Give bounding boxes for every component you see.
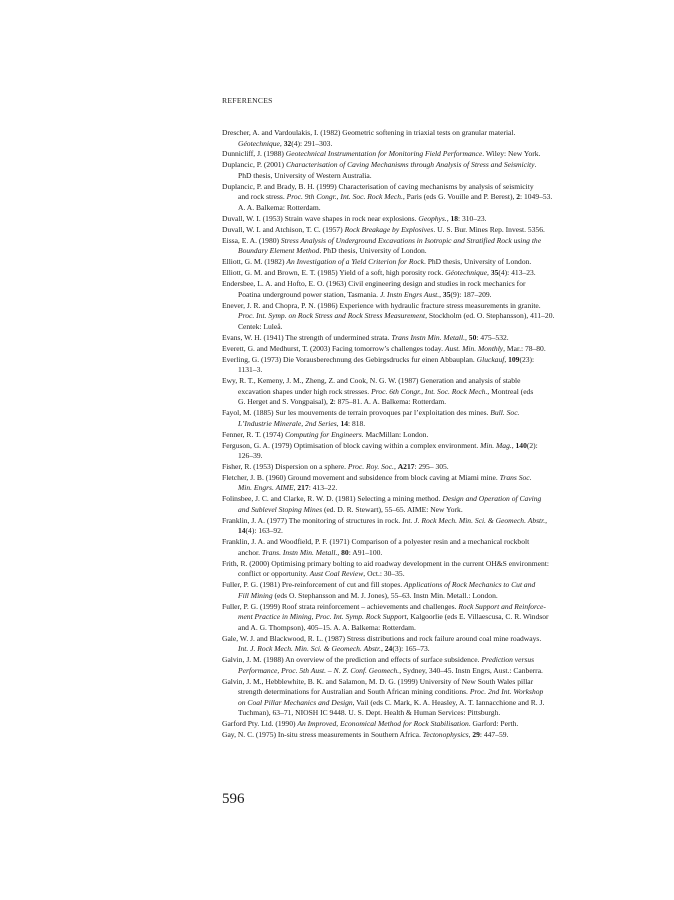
- reference-entry: [222, 257, 654, 268]
- reference-line: Drescher, A. and Vardoulakis, I. (1982) Geometric softening in triaxial tests on granular material.: [222, 128, 516, 137]
- reference-line: Fayol, M. (1885) Sur les mouvements de terrain provoques par l’exploitation des mines. Bull. Soc.: [222, 408, 520, 418]
- reference-line: Galvin, J. M. (1988) An overview of the prediction and effects of surface subsidence. Prediction versus: [222, 655, 535, 665]
- reference-entry: [222, 473, 654, 494]
- reference-line: Franklin, J. A. and Woodfield, P. F. (1971) Comparison of a polyester resin and a mechanical rockbolt: [222, 537, 530, 547]
- reference-entry: [222, 602, 654, 634]
- reference-line: and rock stress. Proc. 9th Congr., Int. Soc. Rock Mech., Paris (eds G. Vouille and P. Berest), 2: 1049–53.: [238, 192, 553, 202]
- reference-entry: [222, 214, 654, 225]
- reference-line: Fletcher, J. B. (1960) Ground movement and subsidence from block caving at Miami mine. Trans Soc.: [222, 472, 532, 482]
- reference-line: conflict or opportunity. Aust Coal Review, Oct.: 30–35.: [238, 569, 405, 579]
- reference-entry: [222, 225, 654, 236]
- reference-entry: [222, 268, 654, 279]
- reference-line: Enever, J. R. and Chopra, P. N. (1986) Experience with hydraulic fracture stress measurements in granite.: [222, 300, 541, 310]
- reference-line: Eissa, E. A. (1980) Stress Analysis of Underground Excavations in Isotropic and Stratified Rock using the: [222, 235, 542, 245]
- reference-line: Min. Engrs. AIME, 217: 413–22.: [238, 483, 338, 493]
- reference-line: ment Practice in Mining, Proc. Int. Symp. Rock Support, Kalgoorlie (eds E. Villaescusa, C. R. Windsor: [238, 612, 549, 622]
- reference-line: and A. G. Thompson), 405–15. A. A. Balkema: Rotterdam.: [238, 622, 416, 632]
- reference-line: Fill Mining (eds O. Stephansson and M. J. Jones), 55–63. Instn Min. Metall.: London.: [238, 590, 498, 600]
- reference-line: excavation shapes under high rock stresses. Proc. 6th Congr., Int. Soc. Rock Mech., Montreal (eds: [238, 386, 534, 396]
- reference-line: Proc. Int. Symp. on Rock Stress and Rock Stress Measurement, Stockholm (ed. O. Stephansson), 411–20.: [238, 311, 555, 321]
- reference-line: anchor. Trans. Instn Min. Metall., 80: A91–100.: [238, 547, 383, 557]
- reference-entry: [222, 580, 654, 601]
- reference-entry: [222, 494, 654, 515]
- reference-line: Géotechnique, 32(4): 291–303.: [238, 138, 333, 148]
- reference-entry: [222, 149, 654, 160]
- reference-entry: [222, 355, 654, 376]
- page-number: 596: [222, 791, 245, 807]
- reference-line: Elliott, G. M. (1982) An Investigation of a Yield Criterion for Rock. PhD thesis, University of London.: [222, 257, 532, 267]
- reference-line: Everling, G. (1973) Die Vorausberechnung des Gebirgsdrucks fur einen Abbauplan. Gluckauf, 109(23):: [222, 354, 535, 364]
- reference-line: Duvall, W. I. (1953) Strain wave shapes in rock near explosions. Geophys., 18: 310–23.: [222, 213, 487, 223]
- reference-entry: [222, 655, 654, 676]
- reference-entry: [222, 634, 654, 655]
- reference-line: Elliott, G. M. and Brown, E. T. (1985) Yield of a soft, high porosity rock. Géotechnique, 35(4): 413–23.: [222, 268, 536, 278]
- reference-entry: [222, 301, 654, 333]
- reference-line: Fuller, P. G. (1981) Pre-reinforcement of cut and fill stopes. Applications of Rock Mechanics to Cut and: [222, 580, 536, 590]
- reference-line: Folinsbee, J. C. and Clarke, R. W. D. (1981) Selecting a mining method. Design and Operation of Caving: [222, 494, 542, 504]
- reference-entry: [222, 537, 654, 558]
- reference-entry: [222, 516, 654, 537]
- reference-line: 14(4): 163–92.: [238, 526, 283, 536]
- reference-line: Frith, R. (2000) Optimising primary bolting to aid roadway development in the current OH&S environment:: [222, 558, 549, 568]
- reference-line: Centek: Luleå.: [238, 321, 283, 331]
- reference-line: Boundary Element Method. PhD thesis, University of London.: [238, 246, 427, 256]
- reference-entry: [222, 160, 654, 181]
- reference-line: Fuller, P. G. (1999) Roof strata reinforcement – achievements and challenges. Rock Support and Reinforce-: [222, 601, 546, 611]
- reference-entry: [222, 344, 654, 355]
- reference-line: Dunnicliff, J. (1988) Geotechnical Instrumentation for Monitoring Field Performance. Wiley: New York.: [222, 149, 541, 159]
- reference-line: L’Industrie Minerale, 2nd Series, 14: 818.: [238, 418, 366, 428]
- reference-entry: [222, 441, 654, 462]
- reference-line: Poatina underground power station, Tasmania. J. Instn Engrs Aust., 35(9): 187–209.: [238, 289, 492, 299]
- reference-entry: [222, 408, 654, 429]
- reference-line: Ferguson, G. A. (1979) Optimisation of block caving within a complex environment. Min. Mag., 140(2):: [222, 440, 538, 450]
- reference-line: Performance, Proc. 5th Aust. – N. Z. Conf. Geomech., Sydney, 340–45. Instn Engrs, Aust.: Canberra.: [238, 665, 543, 675]
- reference-line: Gay, N. C. (1975) In-situ stress measurements in Southern Africa. Tectonophysics, 29: 447–59.: [222, 730, 509, 740]
- reference-line: Fisher, R. (1953) Dispersion on a sphere. Proc. Roy. Soc., A217: 295– 305.: [222, 461, 449, 471]
- reference-line: 126–39.: [238, 451, 263, 461]
- reference-entry: [222, 719, 654, 730]
- reference-entry: [222, 376, 654, 408]
- reference-line: A. A. Balkema: Rotterdam.: [238, 203, 321, 212]
- reference-entry: [222, 730, 654, 741]
- reference-line: Franklin, J. A. (1977) The monitoring of structures in rock. Int. J. Rock Mech. Min. Sci. & Geomech. Abstr.,: [222, 515, 548, 525]
- reference-line: 1131–3.: [238, 365, 263, 375]
- reference-entry: [222, 236, 654, 257]
- reference-line: on Coal Pillar Mechanics and Design, Vail (eds C. Mark, K. A. Heasley, A. T. Iannacchione and R. J.: [238, 697, 545, 707]
- reference-line: Everett, G. and Medhurst, T. (2003) Facing tomorrow’s challenges today. Aust. Min. Monthly, Mar.: 78–80.: [222, 343, 546, 353]
- reference-line: strength determinations for Australian and South African mining conditions. Proc. 2nd Int. Workshop: [238, 687, 544, 697]
- reference-line: Galvin, J. M., Hebblewhite, B. K. and Salamon, M. D. G. (1999) University of New South Wales pillar: [222, 676, 534, 686]
- reference-entry: [222, 333, 654, 344]
- reference-entry: [222, 182, 654, 214]
- reference-line: Garford Pty. Ltd. (1990) An Improved, Economical Method for Rock Stabilisation. Garford: Perth.: [222, 719, 519, 729]
- running-head: REFERENCES: [222, 96, 273, 105]
- reference-entry: [222, 279, 654, 300]
- reference-line: Fenner, R. T. (1974) Computing for Engineers. MacMillan: London.: [222, 429, 429, 439]
- reference-line: Tuchman), 63–71, NIOSH IC 9448. U. S. Dept. Health & Human Services: Pittsburgh.: [238, 708, 501, 718]
- reference-line: Duplancic, P. (2001) Characterisation of Caving Mechanisms through Analysis of Stress and Seismicity.: [222, 160, 537, 170]
- reference-line: Duvall, W. I. and Atchison, T. C. (1957) Rock Breakage by Explosives. U. S. Bur. Mines Rep. Invest. 5356.: [222, 224, 545, 234]
- reference-line: and Sublevel Stoping Mines (ed. D. R. Stewart), 55–65. AIME: New York.: [238, 504, 463, 514]
- reference-line: Evans, W. H. (1941) The strength of undermined strata. Trans Instn Min. Metall., 50: 475–532.: [222, 332, 509, 342]
- reference-line: Gale, W. J. and Blackwood, R. L. (1987) Stress distributions and rock failure around coal mine roadways.: [222, 633, 542, 643]
- reference-line: Endersbee, L. A. and Hofto, E. O. (1963) Civil engineering design and studies in rock mechanics for: [222, 279, 526, 289]
- reference-line: Duplancic, P. and Brady, B. H. (1999) Characterisation of caving mechanisms by analysis of seismicity: [222, 181, 534, 191]
- reference-list: [222, 128, 654, 741]
- reference-line: PhD thesis, University of Western Australia.: [238, 170, 372, 180]
- reference-line: Int. J. Rock Mech. Min. Sci. & Geomech. Abstr., 24(3): 165–73.: [238, 644, 430, 654]
- reference-entry: [222, 677, 654, 719]
- reference-line: Ewy, R. T., Kemeny, J. M., Zheng, Z. and Cook, N. G. W. (1987) Generation and analysis of stable: [222, 376, 521, 386]
- reference-entry: [222, 128, 654, 149]
- reference-line: G. Herget and S. Vongpaisal), 2: 875–81. A. A. Balkema: Rotterdam.: [238, 397, 447, 407]
- reference-entry: [222, 430, 654, 441]
- reference-entry: [222, 462, 654, 473]
- reference-entry: [222, 559, 654, 580]
